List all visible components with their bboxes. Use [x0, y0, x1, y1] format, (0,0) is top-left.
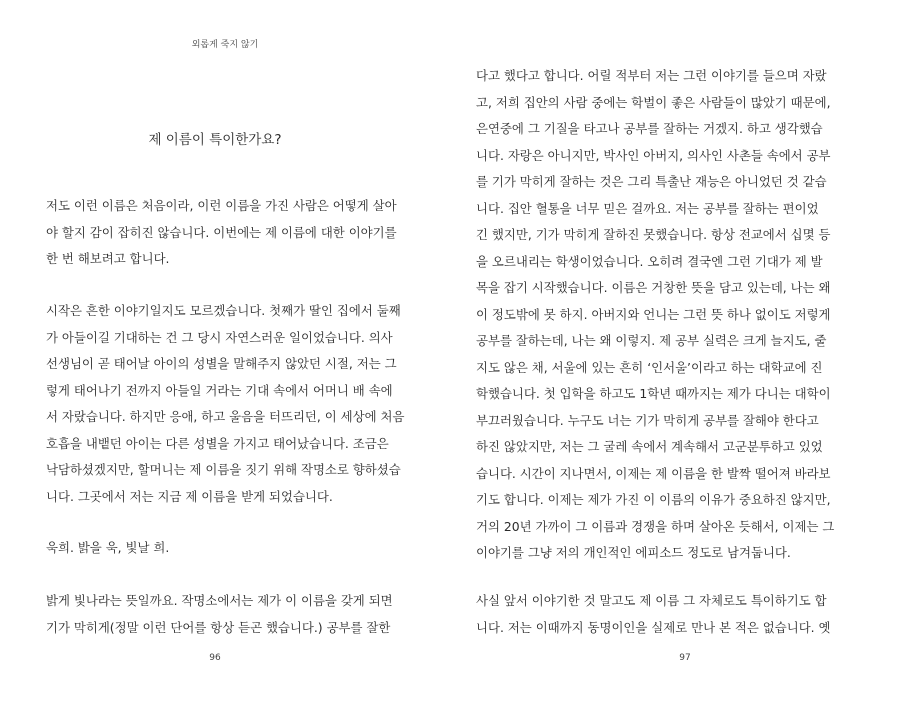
page-number-left: 96 — [209, 653, 221, 663]
text-line: 지도 않은 채, 서울에 있는 흔히 ‘인서울’이라고 하는 대학교에 진 — [476, 359, 823, 375]
text-line: 이야기를 그냥 저의 개인적인 에피소드 정도로 남겨둡니다. — [476, 545, 791, 560]
text-line: 저도 이런 이름은 처음이라, 이런 이름을 가진 사람은 어떻게 살아 — [46, 198, 397, 213]
paragraph-3 — [46, 535, 169, 562]
text-line: 거의 20년 가까이 그 이름과 경쟁을 하며 살아온 듯해서, 이제는 그 — [476, 518, 835, 534]
text-line: 니다. 저는 이때까지 동명이인을 실제로 만나 본 적은 없습니다. 옛 — [476, 619, 831, 635]
text-line: 이 정도밖에 못 하지. 아버지와 언니는 그런 뜻 하나 없이도 저렇게 — [476, 306, 831, 322]
text-line: 기가 막히게(정말 이런 단어를 항상 듣곤 했습니다.) 공부를 잘한 — [46, 619, 391, 635]
right-page — [450, 0, 900, 704]
text-line: 습니다. 시간이 지나면서, 이제는 제 이름을 한 발짝 떨어져 바라보 — [476, 465, 831, 481]
text-line: 시작은 흔한 이야기일지도 모르겠습니다. 첫째가 딸인 집에서 둘째 — [46, 303, 401, 318]
text-line: 선생님이 곧 태어날 아이의 성별을 말해주지 않았던 시절, 저는 그 — [46, 356, 397, 371]
text-line: 부끄러웠습니다. 누구도 너는 기가 막히게 공부를 잘해야 한다고 — [476, 412, 819, 428]
paragraph-2 — [46, 298, 404, 510]
text-line: 은연중에 그 기질을 타고나 공부를 잘하는 거겠지. 하고 생각했습 — [476, 121, 823, 136]
text-line: 밝게 빛나라는 뜻일까요. 작명소에서는 제가 이 이름을 갖게 되면 — [46, 593, 393, 608]
text-line: 를 기가 막히게 잘하는 것은 그리 특출난 재능은 아니었던 것 같습 — [476, 174, 827, 189]
paragraph-5 — [476, 63, 834, 567]
paragraph-4 — [46, 588, 393, 641]
text-line: 목을 잡기 시작했습니다. 이름은 거창한 뜻을 담고 있는데, 나는 왜 — [476, 280, 831, 295]
paragraph-6 — [476, 588, 831, 641]
text-line: 렇게 태어나기 전까지 아들일 거라는 기대 속에서 어머니 배 속에 — [46, 382, 393, 398]
text-line: 기도 합니다. 이제는 제가 가진 이 이름의 이유가 중요하진 않지만, — [476, 492, 831, 507]
text-line: 가 아들이길 기대하는 건 그 당시 자연스러운 일이었습니다. 의사 — [46, 329, 393, 345]
text-line: 야 할지 감이 잡히진 않습니다. 이번에는 제 이름에 대한 이야기를 — [46, 224, 397, 240]
chapter-title: 제 이름이 특이한가요? — [148, 132, 282, 148]
text-line: 니다. 그곳에서 저는 지금 제 이름을 받게 되었습니다. — [46, 488, 333, 504]
text-line: 학했습니다. 첫 입학을 하고도 1학년 때까지는 제가 다니는 대학이 — [476, 386, 831, 401]
text-line: 서 자랐습니다. 하지만 응애, 하고 울음을 터뜨리던, 이 세상에 처음 — [46, 409, 405, 424]
text-line: 호흡을 내뱉던 아이는 다른 성별을 가지고 태어났습니다. 조금은 — [46, 435, 389, 451]
page-number-right: 97 — [679, 653, 691, 663]
text-line: 낙담하셨겠지만, 할머니는 제 이름을 짓기 위해 작명소로 향하셨습 — [46, 462, 401, 477]
text-line: 욱희. 밝을 욱, 빛날 희. — [46, 540, 170, 555]
text-line: 공부를 잘하는데, 나는 왜 이렇지. 제 공부 실력은 크게 늘지도, 줄 — [476, 333, 827, 348]
text-line: 긴 했지만, 기가 막히게 잘하진 못했습니다. 항상 전교에서 십몇 등 — [476, 227, 831, 242]
text-line: 니다. 집안 혈통을 너무 믿은 걸까요. 저는 공부를 잘하는 편이었 — [476, 200, 819, 216]
text-line: 다고 했다고 합니다. 어릴 적부터 저는 그런 이야기를 들으며 자랐 — [476, 68, 827, 83]
text-line: 하진 않았지만, 저는 그 굴레 속에서 계속해서 고군분투하고 있었 — [476, 439, 823, 454]
text-line: 사실 앞서 이야기한 것 말고도 제 이름 그 자체로도 특이하기도 합 — [476, 593, 827, 608]
text-line: 고, 저희 집안의 사람 중에는 학벌이 좋은 사람들이 많았기 때문에, — [476, 94, 831, 110]
paragraph-1 — [46, 193, 397, 273]
text-line: 니다. 자랑은 아니지만, 박사인 아버지, 의사인 사촌들 속에서 공부 — [476, 147, 831, 163]
text-line: 을 오르내리는 학생이었습니다. 오히려 결국엔 그런 기대가 제 발 — [476, 253, 823, 269]
text-line: 한 번 해보려고 합니다. — [46, 251, 170, 266]
running-head: 외롭게 죽지 않기 — [191, 40, 259, 50]
